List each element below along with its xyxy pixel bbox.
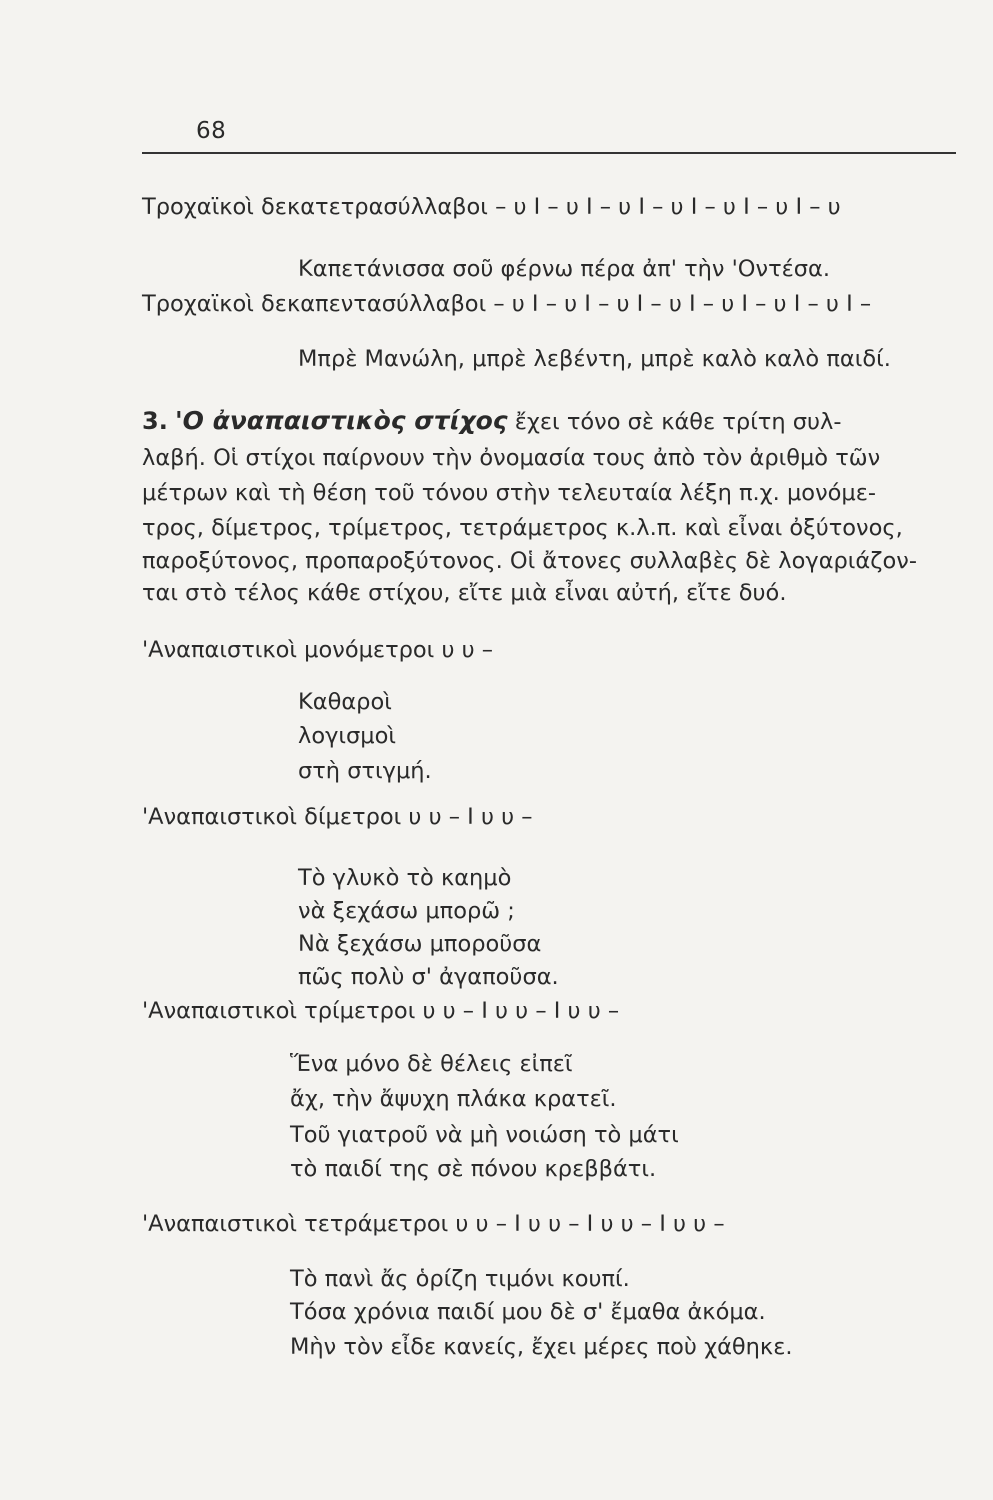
paragraph-title: 'Ο ἀναπαιστικὸς στίχος — [174, 406, 508, 435]
meter-scheme: – υ Ι – υ Ι – υ Ι – υ Ι – υ Ι – υ Ι – υ — [495, 194, 841, 220]
verse-line: στὴ στιγμή. — [298, 758, 432, 784]
meter-scheme: υ υ – Ι υ υ – Ι υ υ – Ι υ υ – — [455, 1211, 725, 1237]
anapaestic-monometer-line — [142, 636, 493, 664]
trochaic-14-line — [142, 193, 841, 221]
meter-scheme: υ υ – — [441, 637, 494, 663]
paragraph-text: λαβή. Οἱ στίχοι παίρνουν τὴν ὀνομασία τους ἀπὸ τὸν ἀριθμὸ τῶν — [142, 445, 881, 471]
paragraph-text: ται στὸ τέλος κάθε στίχου, εἴτε μιὰ εἶναι αὐτή, εἴτε δυό. — [142, 580, 787, 606]
header-rule — [142, 152, 956, 154]
anapaestic-trimeter-line — [142, 997, 619, 1025]
meter-scheme: υ υ – Ι υ υ – — [408, 804, 533, 830]
verse-line: Τὸ πανὶ ἄς ὁρίζη τιμόνι κουπί. — [290, 1266, 630, 1292]
verse-line: νὰ ξεχάσω μπορῶ ; — [298, 898, 515, 924]
meter-label: 'Αναπαιστικοὶ δίμετροι — [142, 804, 402, 830]
verse-line: ἄχ, τὴν ἄψυχη πλάκα κρατεῖ. — [290, 1086, 617, 1112]
meter-label: Τροχαϊκοὶ δεκατετρασύλλαβοι — [142, 194, 488, 220]
paragraph-text: τρος, δίμετρος, τρίμετρος, τετράμετρος κ.λ.π. καὶ εἶναι ὀξύτονος, — [142, 515, 903, 541]
verse-line: Μπρὲ Μανώλη, μπρὲ λεβέντη, μπρὲ καλὸ καλὸ παιδί. — [298, 346, 891, 372]
paragraph-number: 3. — [142, 407, 168, 435]
verse-line: Καπετάνισσα σοῦ φέρνω πέρα ἀπ' τὴν 'Οντέσα. — [298, 256, 831, 282]
meter-scheme: – υ Ι – υ Ι – υ Ι – υ Ι – υ Ι – υ Ι – υ Ι – — [493, 291, 872, 317]
anapaestic-dimeter-line — [142, 803, 533, 831]
verse-line: πῶς πολὺ σ' ἀγαποῦσα. — [298, 964, 559, 990]
paragraph-text: παροξύτονος, προπαροξύτονος. Οἱ ἄτονες συλλαβὲς δὲ λογαριάζον- — [142, 548, 917, 574]
meter-label: Τροχαϊκοὶ δεκαπεντασύλλαβοι — [142, 291, 487, 317]
page-number: 68 — [196, 118, 227, 144]
verse-line: Καθαροὶ — [298, 689, 392, 715]
verse-line: Νὰ ξεχάσω μποροῦσα — [298, 931, 542, 957]
meter-label: 'Αναπαιστικοὶ μονόμετροι — [142, 637, 435, 663]
meter-label: 'Αναπαιστικοὶ τετράμετροι — [142, 1211, 449, 1237]
verse-line: Τὸ γλυκὸ τὸ καημὸ — [298, 865, 512, 891]
verse-line: Τόσα χρόνια παιδί μου δὲ σ' ἔμαθα ἀκόμα. — [290, 1299, 766, 1325]
verse-line: Τοῦ γιατροῦ νὰ μὴ νοιώση τὸ μάτι — [290, 1122, 679, 1148]
verse-line: τὸ παιδί της σὲ πόνου κρεββάτι. — [290, 1156, 657, 1182]
verse-line: Μὴν τὸν εἶδε κανείς, ἔχει μέρες ποὺ χάθηκε. — [290, 1334, 793, 1360]
paragraph-text: ἔχει τόνο σὲ κάθε τρίτη συλ- — [514, 409, 842, 435]
meter-scheme: υ υ – Ι υ υ – Ι υ υ – — [422, 998, 620, 1024]
meter-label: 'Αναπαιστικοὶ τρίμετροι — [142, 998, 416, 1024]
paragraph-heading-line — [142, 407, 841, 436]
anapaestic-tetrameter-line — [142, 1210, 725, 1238]
verse-line: λογισμοὶ — [298, 723, 396, 749]
paragraph-text: μέτρων καὶ τὴ θέση τοῦ τόνου στὴν τελευταία λέξη π.χ. μονόμε- — [142, 480, 876, 506]
verse-line: Ἕνα μόνο δὲ θέλεις εἰπεῖ — [290, 1051, 573, 1077]
trochaic-15-line — [142, 290, 871, 318]
